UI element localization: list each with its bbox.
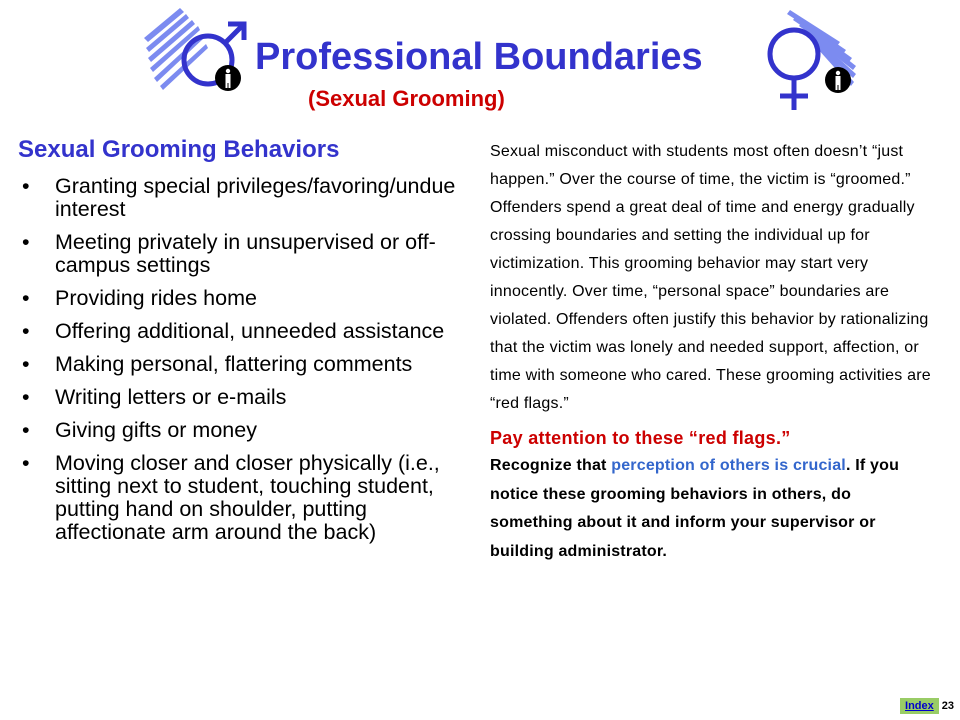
misconduct-paragraph [490,138,935,418]
list-item: • Granting special privileges/favoring/undue interest [18,175,463,221]
list-item: • Offering additional, unneeded assistance [18,320,463,343]
misconduct-text: Sexual misconduct with students most often doesn’t “just happen.” Over the course of time, the victim is “groomed.” Offenders spend a great deal of time and energy gradually crossing boundaries and setting the individual up for victimization. This grooming behavior may start very innocently. Over time, “personal space” boundaries are violated. Offenders often justify this behavior by rationalizing that the victim was lonely and [490,143,929,356]
recognize-highlight: perception of others is crucial [611,457,846,474]
footer [900,698,954,714]
recognize-paragraph [490,452,935,566]
behaviors-heading: Sexual Grooming Behaviors [18,136,340,163]
recognize-text-start: Recognize that [490,457,612,474]
page-title: Professional Boundaries [255,36,703,78]
male-symbol-logo [140,4,270,104]
male-symbol-icon [140,4,270,104]
female-symbol-icon [750,6,880,116]
page-subtitle: (Sexual Grooming) [308,86,505,111]
page-number: 23 [941,700,954,712]
female-symbol-logo [750,6,880,116]
list-item: • Making personal, flattering comments [18,353,463,376]
list-item: • Meeting privately in unsupervised or off-campus settings [18,231,463,277]
red-flags-heading: Pay attention to these “red flags.” [490,428,791,448]
list-item: • Moving closer and closer physically (i.e., sitting next to student, touching student, putting hand on shoulder, putting affectionate arm around the back) [18,452,463,544]
index-link[interactable]: Index [900,698,939,714]
recognize-text-end: . If you notice these grooming behaviors in others, do something about it and inform your supervisor or building administrator. [490,457,900,560]
misconduct-text-tail: needed support, affection, or time with someone who cared. These grooming activities are “red flags.” [490,339,931,412]
list-item: • Providing rides home [18,287,463,310]
behaviors-list [18,175,463,554]
list-item: • Giving gifts or money [18,419,463,442]
list-item: • Writing letters or e-mails [18,386,463,409]
explanation-column [490,138,935,566]
